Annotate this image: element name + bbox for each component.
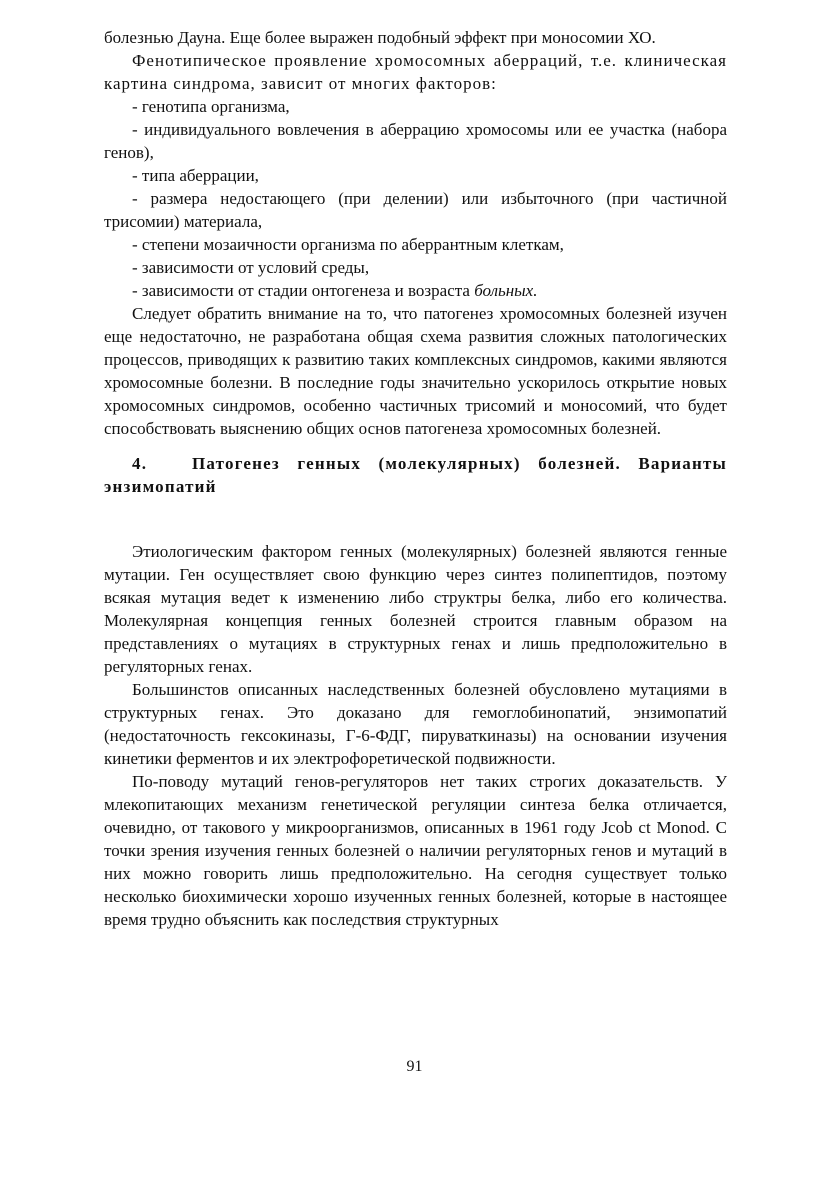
page-number: 91 — [406, 1058, 423, 1075]
list-item: - зависимости от условий среды, — [132, 258, 370, 277]
list-item: - степени мозаичности организма по аберрантным клеткам, — [132, 235, 564, 254]
list-item — [104, 279, 727, 302]
paragraph-conclusion: Следует обратить внимание на то, что патогенез хромосомных болезней изучен еще недостаточно, не разработана общая схема развития сложных патологических процессов, приводящих к развитию таких комплексных синдромов, какими являются хромосомные болезни. В последние годы значительно ускорилось открытие новых хромосомных синдромов, особенно частичных трисомий и моносомий, что будет способствовать выяснению общих основ патогенеза хромосомных болезней. — [104, 304, 727, 438]
list-item: - генотипа организма, — [132, 97, 290, 116]
paragraph-intro-tail: болезнью Дауна. Еще более выражен подобный эффект при моносомии ХО. — [104, 28, 656, 47]
list-item: - индивидуального вовлечения в аберрацию хромосомы или ее участка (набора генов), — [104, 120, 727, 162]
list-item-italic: больных. — [474, 281, 538, 300]
list-item: - типа аберрации, — [132, 166, 259, 185]
paragraph-regulatory-genes: По-поводу мутаций генов-регуляторов нет таких строгих доказательств. У млекопитающих механизм генетической регуляции синтеза белка отличается, очевидно, от такового у микроорганизмов, описанных в 1961 году Jcob ct Monod. С точки зрения изучения генных болезней о наличии регуляторных генов и мутаций в них можно говорить лишь предположительно. На сегодня существует только несколько биохимически хорошо изученных генных болезней, которые в настоящее время трудно объяснить как последствия структурных — [104, 772, 727, 929]
factors-list — [104, 95, 727, 302]
paragraph-phenotype: Фенотипическое проявление хромосомных аберраций, т.е. клиническая картина синдрома, зависит от многих факторов: — [104, 51, 727, 93]
section-heading — [104, 452, 727, 498]
paragraph-structural-genes: Большинстов описанных наследственных болезней обусловлено мутациями в структурных генах. Это доказано для гемоглобинопатий, энзимопатий (недостаточность гексокиназы, Г-6-ФДГ, пируваткиназы) на основании изучения кинетики ферментов и их электрофоретической подвижности. — [104, 680, 727, 768]
section-number: 4. — [132, 454, 148, 473]
page-body — [104, 26, 727, 931]
list-item-text: - зависимости от стадии онтогенеза и возраста — [132, 281, 475, 300]
list-item: - размера недостающего (при делении) или избыточного (при частичной трисомии) материала, — [104, 189, 727, 231]
paragraph-etiology: Этиологическим фактором генных (молекулярных) болезней являются генные мутации. Ген осуществляет свою функцию через синтез полипептидов, поэтому всякая мутация ведет к изменению либо структры белка, либо его количества. Молекулярная концепция генных болезней строится главным образом на представлениях о мутациях в структурных генах и лишь предположительно в регуляторных генах. — [104, 542, 727, 676]
section-title: Патогенез генных (молекулярных) болезней. Варианты энзимопатий — [104, 454, 727, 496]
